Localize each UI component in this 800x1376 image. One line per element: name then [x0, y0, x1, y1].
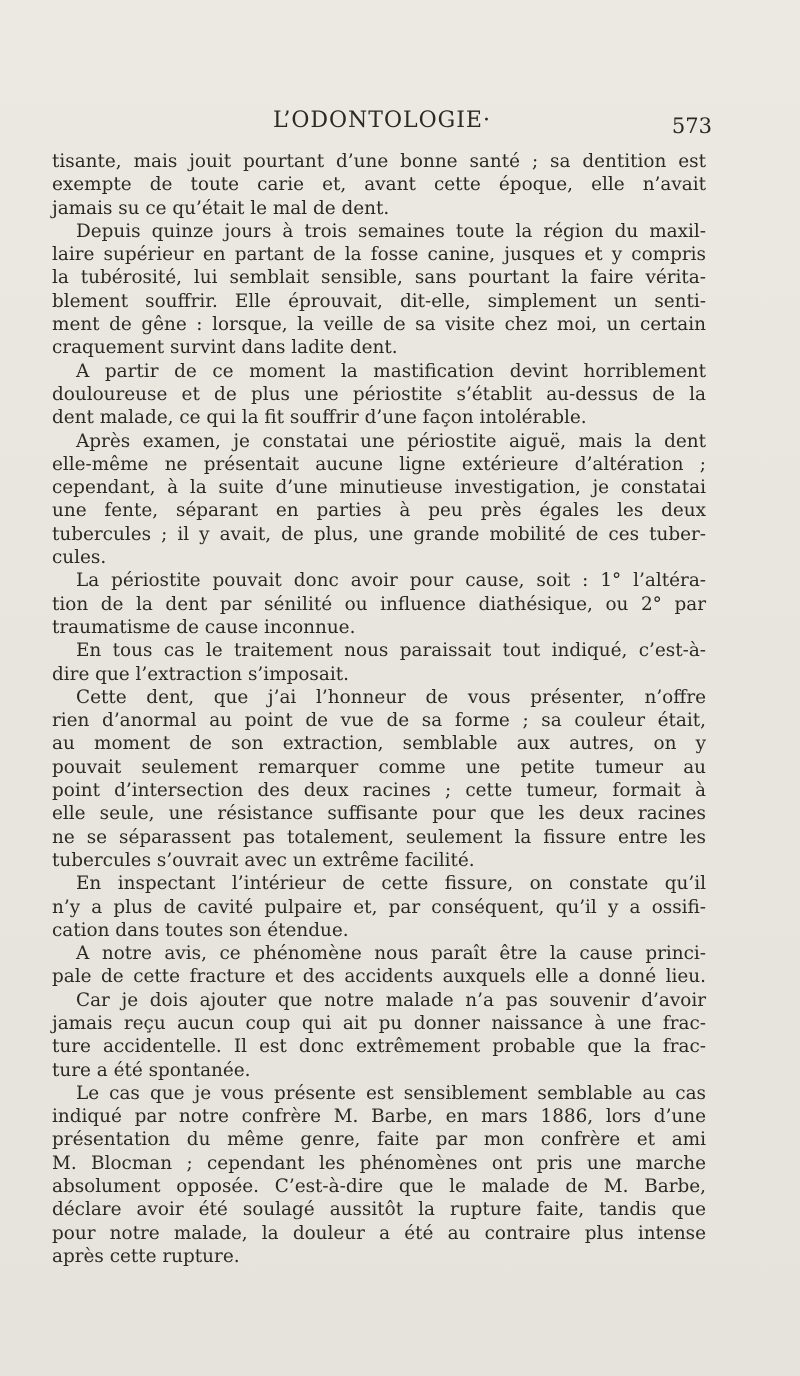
text-line: présentation du même genre, faite par mon confrère et ami [52, 1129, 706, 1151]
text-line: M. Blocman ; cependant les phénomènes ont pris une marche [52, 1152, 706, 1174]
text-line: tubercules ; il y avait, de plus, une grande mobilité de ces tuber- [52, 523, 706, 545]
text-line: Le cas que je vous présente est sensiblement semblable au cas [76, 1082, 706, 1104]
text-line: douloureuse et de plus une périostite s’établit au-dessus de la [52, 383, 706, 405]
text-line: ture a été spontanée. [52, 1059, 251, 1081]
text-line: Après examen, je constatai une périostite aiguë, mais la dent [76, 430, 706, 452]
text-line: n’y a plus de cavité pulpaire et, par conséquent, qu’il y a ossifi- [52, 896, 706, 918]
body-text [52, 150, 706, 1268]
text-line: après cette rupture. [52, 1245, 240, 1267]
text-line: la tubérosité, lui semblait sensible, sans pourtant la faire vérita- [52, 267, 706, 289]
text-line: ment de gêne : lorsque, la veille de sa visite chez moi, un certain [52, 314, 706, 336]
text-line: indiqué par notre confrère M. Barbe, en mars 1886, lors d’une [52, 1106, 706, 1128]
text-line: cules. [52, 547, 107, 569]
text-line: jamais su ce qu’était le mal de dent. [52, 197, 390, 219]
text-line: exempte de toute carie et, avant cette époque, elle n’avait [52, 174, 706, 196]
text-line: laire supérieur en partant de la fosse canine, jusques et y compris [52, 244, 706, 266]
text-line: Depuis quinze jours à trois semaines toute la région du maxil- [76, 220, 706, 242]
text-line: traumatisme de cause inconnue. [52, 616, 356, 638]
text-line: déclare avoir été soulagé aussitôt la rupture faite, tandis que [52, 1199, 706, 1221]
text-line: A partir de ce moment la mastification devint horriblement [76, 360, 706, 382]
text-line: dent malade, ce qui la fit souffrir d’une façon intolérable. [52, 407, 587, 429]
text-line: elle-même ne présentait aucune ligne extérieure d’altération ; [52, 453, 706, 475]
text-line: tisante, mais jouit pourtant d’une bonne santé ; sa dentition est [52, 151, 706, 172]
text-line: ture accidentelle. Il est donc extrêmement probable que la frac- [52, 1036, 706, 1058]
text-line: dire que l’extraction s’imposait. [52, 663, 349, 685]
text-line: rien d’anormal au point de vue de sa forme ; sa couleur était, [52, 710, 706, 732]
text-line: En tous cas le traitement nous paraissait tout indiqué, c’est-à- [76, 640, 706, 662]
journal-title: L’ODONTOLOGIE· [273, 108, 491, 133]
text-line: pour notre malade, la douleur a été au contraire plus intense [52, 1222, 706, 1244]
text-line: pale de cette fracture et des accidents auxquels elle a donné lieu. [52, 966, 706, 988]
text-line: Cette dent, que j’ai l’honneur de vous présenter, n’offre [76, 686, 706, 708]
text-line: pouvait seulement remarquer comme une petite tumeur au [52, 756, 706, 778]
text-line: ne se séparassent pas totalement, seulement la fissure entre les [52, 826, 706, 848]
text-line: elle seule, une résistance suffisante pour que les deux racines [52, 803, 706, 825]
running-head [52, 104, 712, 138]
text-line: En inspectant l’intérieur de cette fissure, on constate qu’il [76, 873, 706, 895]
text-line: absolument opposée. C’est-à-dire que le malade de M. Barbe, [52, 1176, 706, 1198]
text-line: cation dans toutes son étendue. [52, 919, 349, 941]
text-line: tubercules s’ouvrait avec un extrême facilité. [52, 849, 475, 871]
text-line: une fente, séparant en parties à peu près égales les deux [52, 500, 706, 522]
text-line: La périostite pouvait donc avoir pour cause, soit : 1° l’altéra- [76, 570, 706, 592]
text-line: craquement survint dans ladite dent. [52, 337, 398, 359]
page-number: 573 [671, 114, 712, 138]
text-line: au moment de son extraction, semblable aux autres, on y [52, 733, 706, 755]
text-line: blement souffrir. Elle éprouvait, dit-elle, simplement un senti- [52, 290, 706, 312]
text-line: point d’intersection des deux racines ; cette tumeur, formait à [52, 780, 706, 802]
text-line: cependant, à la suite d’une minutieuse investigation, je constatai [52, 477, 706, 499]
text-line: A notre avis, ce phénomène nous paraît être la cause princi- [76, 943, 706, 965]
text-line: tion de la dent par sénilité ou influence diathésique, ou 2° par [52, 593, 706, 615]
text-line: Car je dois ajouter que notre malade n’a pas souvenir d’avoir [76, 989, 706, 1011]
text-line: jamais reçu aucun coup qui ait pu donner naissance à une frac- [52, 1012, 706, 1034]
